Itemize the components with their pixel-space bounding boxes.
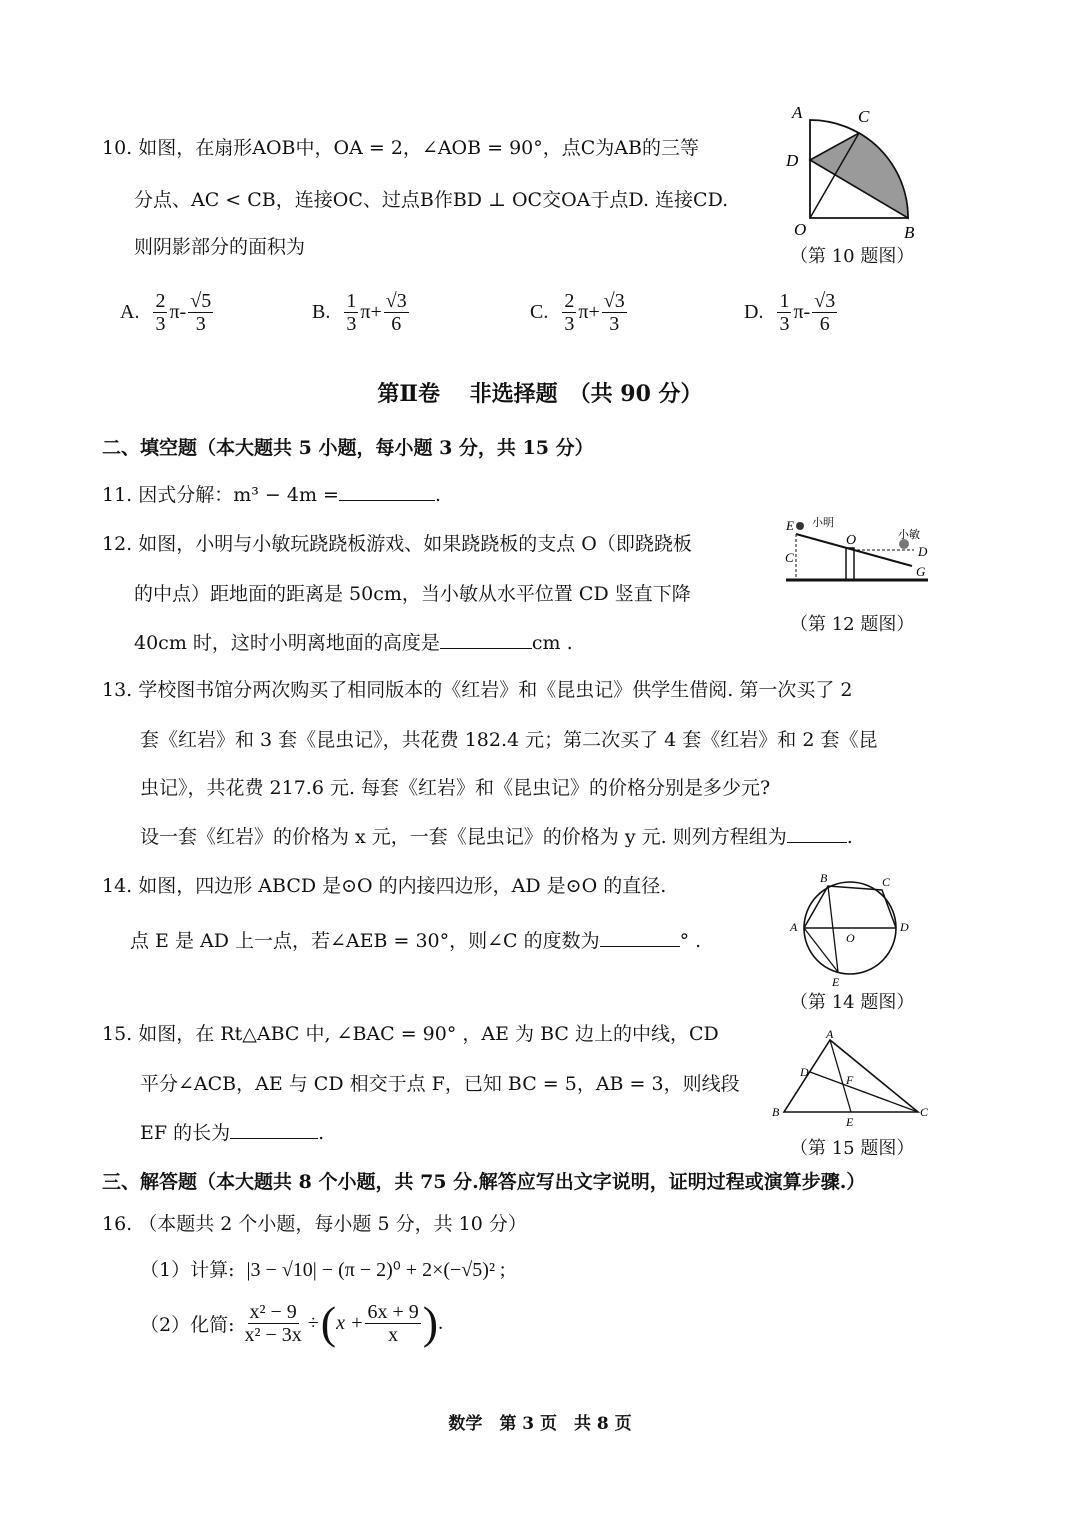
q15-figure — [772, 1026, 932, 1131]
q10-label-o: O — [794, 220, 807, 239]
q15-answer-blank[interactable] — [230, 1118, 318, 1139]
option-label: D. — [744, 301, 764, 323]
q10-label-a: A — [792, 103, 803, 122]
q10-caption: （第 10 题图） — [790, 246, 915, 267]
q14-label-o: O — [846, 931, 855, 945]
q15-line-3 — [140, 1118, 324, 1147]
q10-label-d: D — [786, 151, 799, 170]
q16-left-paren: ( — [320, 1297, 337, 1348]
option-frac-den: 3 — [346, 313, 357, 335]
q16-part2-end: . — [438, 1311, 444, 1334]
q13-line-2: 套《红岩》和 3 套《昆虫记》，共花费 182.4 元；第二次买了 4 套《红岩》和 2 套《昆 — [140, 729, 878, 751]
q13-answer-blank[interactable] — [787, 822, 847, 843]
q14-label-c: C — [882, 875, 891, 889]
section3-heading: 三、解答题（本大题共 8 个小题，共 75 分.解答应写出文字说明，证明过程或演算步骤.） — [102, 1171, 866, 1193]
q16-frac2-den: x — [388, 1323, 399, 1346]
q12-label-o: O — [846, 533, 857, 548]
option-mid: π- — [793, 301, 811, 323]
q12-line-3-end: cm . — [531, 632, 573, 654]
part2-title: 第Ⅱ卷 非选择题 （共 90 分） — [377, 381, 703, 407]
q14-line-2-end: ° . — [679, 930, 702, 952]
q10-line-1: 10. 如图，在扇形AOB中，OA = 2，∠AOB = 90°，点C为AB的三等 — [102, 137, 699, 159]
option-frac-num: 2 — [564, 290, 575, 312]
q14-label-a: A — [790, 920, 798, 934]
q12-label-c: C — [785, 550, 794, 565]
option-frac-num: 1 — [346, 290, 357, 312]
q10-line-2: 分点、AC < CB，连接OC、过点B作BD ⊥ OC交OA于点D. 连接CD. — [134, 189, 729, 211]
q13-line-4-text: 设一套《红岩》的价格为 x 元，一套《昆虫记》的价格为 y 元. 则列方程组为 — [140, 826, 787, 848]
q12-label-xiaomin: 小敏 — [898, 529, 920, 541]
q14-line-2-text: 点 E 是 AD 上一点，若∠AEB = 30°，则∠C 的度数为 — [130, 930, 600, 952]
q14-caption: （第 14 题图） — [790, 992, 915, 1013]
q11-end: . — [434, 484, 441, 506]
q10-option-d[interactable] — [744, 290, 839, 335]
q15-line-1: 15. 如图，在 Rt△ABC 中, ∠BAC = 90° ，AE 为 BC 边上的中线，CD — [102, 1023, 719, 1045]
option-frac-den: 3 — [564, 313, 575, 335]
option-frac-den: 6 — [819, 313, 830, 335]
q12-label-e: E — [786, 518, 794, 533]
option-frac-den: 6 — [391, 313, 402, 335]
option-frac-num: √5 — [190, 290, 212, 312]
q10-shaded-region — [810, 133, 908, 218]
q15-line-3-end: . — [318, 1122, 325, 1144]
q12-line-3 — [134, 628, 573, 657]
q12-answer-blank[interactable] — [440, 628, 532, 649]
q10-option-c[interactable] — [530, 290, 629, 335]
q14-line-1: 14. 如图，四边形 ABCD 是⊙O 的内接四边形，AD 是⊙O 的直径. — [102, 875, 667, 897]
q16-frac1-den: x² − 3x — [244, 1323, 302, 1346]
option-frac-num: √3 — [814, 290, 836, 312]
q13-line-4 — [140, 822, 853, 851]
q14-line-2 — [130, 926, 701, 955]
q15-label-d: D — [800, 1065, 809, 1079]
q12-pivot-stand — [846, 548, 854, 580]
q14-label-d: D — [900, 920, 909, 934]
q16-divide-sign: ÷ — [307, 1311, 319, 1334]
option-mid: π- — [169, 301, 187, 323]
q11-text: 11. 因式分解：m³ − 4m = — [102, 484, 339, 506]
q14-label-e: E — [832, 975, 840, 988]
q14-answer-blank[interactable] — [600, 926, 680, 947]
q16-right-paren: ) — [422, 1297, 439, 1348]
q12-line-1: 12. 如图，小明与小敏玩跷跷板游戏、如果跷跷板的支点 O（即跷跷板 — [102, 533, 692, 555]
option-label: A. — [120, 301, 140, 323]
q12-figure — [782, 514, 932, 594]
option-frac-den: 3 — [609, 313, 620, 335]
option-label: C. — [530, 301, 549, 323]
q15-label-a: A — [826, 1027, 834, 1041]
q15-line-3-text: EF 的长为 — [140, 1122, 231, 1144]
q13-line-3: 虫记》，共花费 217.6 元. 每套《红岩》和《昆虫记》的价格分别是多少元? — [140, 777, 771, 799]
q15-caption: （第 15 题图） — [790, 1138, 915, 1159]
q16-frac2-num: 6x + 9 — [367, 1300, 419, 1323]
q15-label-c: C — [920, 1105, 929, 1119]
q10-label-c: C — [858, 107, 870, 126]
q10-option-b[interactable] — [312, 290, 411, 335]
q10-label-b: B — [904, 223, 915, 240]
q13-line-1: 13. 学校图书馆分两次购买了相同版本的《红岩》和《昆虫记》供学生借阅. 第一次买了 2 — [102, 679, 853, 701]
q16-part1 — [140, 1256, 506, 1284]
option-mid: π+ — [578, 301, 600, 323]
option-frac-num: 1 — [779, 290, 790, 312]
q13-line-4-end: . — [846, 826, 853, 848]
q15-label-e: E — [846, 1115, 854, 1129]
q16-heading: 16. （本题共 2 个小题，每小题 5 分，共 10 分） — [102, 1213, 527, 1235]
option-frac-den: 3 — [155, 313, 166, 335]
q14-segment-be — [828, 886, 838, 972]
q11-answer-blank[interactable] — [339, 480, 435, 501]
q16-part1-label: （1）计算: — [140, 1259, 235, 1281]
option-mid: π+ — [360, 301, 382, 323]
q14-label-b: B — [820, 871, 828, 885]
option-frac-den: 3 — [195, 313, 206, 335]
q12-label-xiaoming: 小明 — [812, 517, 834, 529]
q15-line-2: 平分∠ACB，AE 与 CD 相交于点 F，已知 BC = 5，AB = 3，则线段 — [140, 1073, 740, 1095]
option-label: B. — [312, 301, 331, 323]
q12-line-3-text: 40cm 时，这时小明离地面的高度是 — [134, 632, 440, 654]
q12-label-d: D — [918, 544, 928, 559]
q16-part2-label: （2）化简: — [140, 1313, 235, 1336]
section2-heading: 二、填空题（本大题共 5 小题，每小题 3 分，共 15 分） — [102, 437, 594, 459]
q16-frac1-num: x² − 9 — [249, 1300, 297, 1323]
option-frac-num: 2 — [155, 290, 166, 312]
q15-label-b: B — [772, 1105, 780, 1119]
page-footer: 数学 第 3 页 共 8 页 — [448, 1414, 632, 1434]
q10-line-3: 则阴影部分的面积为 — [134, 236, 306, 258]
q12-line-2: 的中点）距地面的距离是 50cm，当小敏从水平位置 CD 竖直下降 — [134, 583, 691, 605]
q12-label-g: G — [916, 564, 926, 579]
q10-option-a[interactable] — [120, 290, 215, 335]
q16-part1-expression: |3 − √10| − (π − 2)⁰ + 2×(−√5)² ; — [246, 1259, 506, 1281]
option-frac-num: √3 — [603, 290, 625, 312]
q15-label-f: F — [846, 1073, 854, 1087]
q16-x-plus: x + — [336, 1311, 364, 1334]
q12-caption: （第 12 题图） — [790, 614, 915, 635]
q15-bisector-cd — [810, 1072, 918, 1112]
q14-quadrilateral — [804, 886, 896, 928]
q11 — [102, 480, 441, 509]
option-frac-num: √3 — [385, 290, 407, 312]
q12-person-xiaoming — [796, 522, 804, 530]
option-frac-den: 3 — [779, 313, 790, 335]
q14-figure — [786, 868, 916, 988]
q10-figure — [780, 100, 930, 240]
q16-part2 — [140, 1297, 444, 1348]
